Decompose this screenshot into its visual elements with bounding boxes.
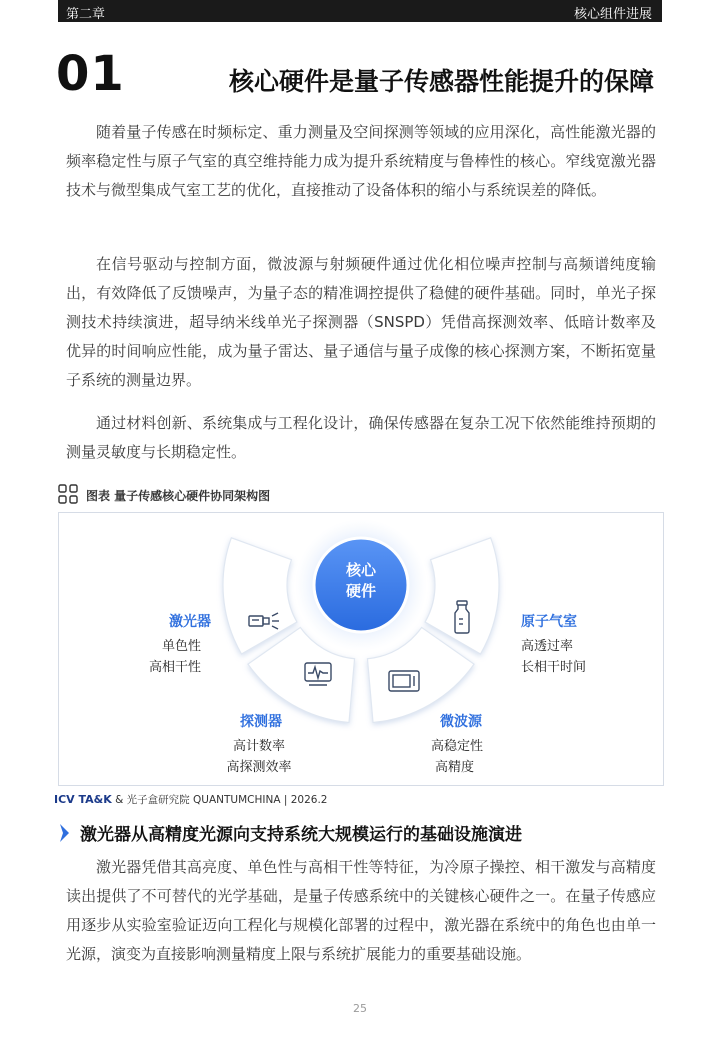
node-laser-attr1: 单色性 xyxy=(161,639,201,654)
core-label-line2: 硬件 xyxy=(345,582,376,600)
chapter-header-bar xyxy=(58,0,662,22)
core-label-line1: 核心 xyxy=(345,561,376,579)
chapter-label: 第二章 xyxy=(66,7,106,22)
node-vapor-cell-title: 原子气室 xyxy=(521,614,577,630)
node-microwave-attr2: 高精度 xyxy=(435,760,475,775)
source-brand: ICV TA&K xyxy=(54,793,112,806)
architecture-diagram xyxy=(58,512,664,786)
node-detector-attr2: 高探测效率 xyxy=(226,760,292,775)
node-detector-attr1: 高计数率 xyxy=(232,739,285,754)
node-detector-title: 探测器 xyxy=(240,714,282,730)
ring-segment-vapor-cell xyxy=(425,538,499,654)
section-label: 核心组件进展 xyxy=(573,7,652,22)
body-paragraph: 激光器凭借其高亮度、单色性与高相干性等特征，为冷原子操控、相干激发与高精度读出提供了不可替代的光学基础，是量子传感系统中的关键核心硬件之一。在量子传感应用逐步从实验室验证迈向工程化与规模化部署的过程中，激光器在系统中的角色也由单一光源，演变为直接影响测量精度上限与系统扩展能力的重要基础设施。 xyxy=(66,858,656,963)
node-laser-title: 激光器 xyxy=(169,614,211,630)
section-title: 核心硬件是量子传感器性能提升的保障 xyxy=(228,67,654,96)
node-microwave-title: 微波源 xyxy=(440,714,482,730)
node-microwave-attr1: 高稳定性 xyxy=(431,739,484,754)
node-vapor-cell-attr1: 高透过率 xyxy=(521,639,574,654)
node-laser-attr2: 高相干性 xyxy=(148,660,201,675)
source-text: & 光子盒研究院 QUANTUMCHINA | 2026.2 xyxy=(111,794,328,806)
body-paragraph: 随着量子传感在时频标定、重力测量及空间探测等领域的应用深化，高性能激光器的频率稳定性与原子气室的真空维持能力成为提升系统精度与鲁棒性的核心。窄线宽激光器技术与微型集成气室工艺的优化，直接推动了设备体积的缩小与系统误差的降低。 xyxy=(66,123,656,199)
page-number: 25 xyxy=(353,1002,367,1015)
ring-segment-laser xyxy=(223,538,297,654)
body-paragraph: 在信号驱动与控制方面，微波源与射频硬件通过优化相位噪声控制与高频谱纯度输出，有效降低了反馈噪声，为量子态的精准调控提供了稳健的硬件基础。同时，单光子探测技术持续演进，超导纳米线单光子探测器（SNSPD）凭借高探测效率、低暗计数率及优异的时间响应性能，成为量子雷达、量子通信与量子成像的核心探测方案，不断拓宽量子系统的测量边界。 xyxy=(66,255,656,389)
body-paragraph: 通过材料创新、系统集成与工程化设计，确保传感器在复杂工况下依然能维持预期的测量灵敏度与长期稳定性。 xyxy=(66,414,656,461)
chevron-right-icon xyxy=(58,823,70,848)
section-number: 01 xyxy=(56,46,125,102)
node-vapor-cell-attr2: 长相干时间 xyxy=(521,660,587,675)
figure-caption-text: 图表 量子传感核心硬件协同架构图 xyxy=(86,489,271,503)
source-credit xyxy=(54,792,327,807)
subsection-title: 激光器从高精度光源向支持系统大规模运行的基础设施演进 xyxy=(80,825,522,845)
grid-icon xyxy=(58,484,78,507)
